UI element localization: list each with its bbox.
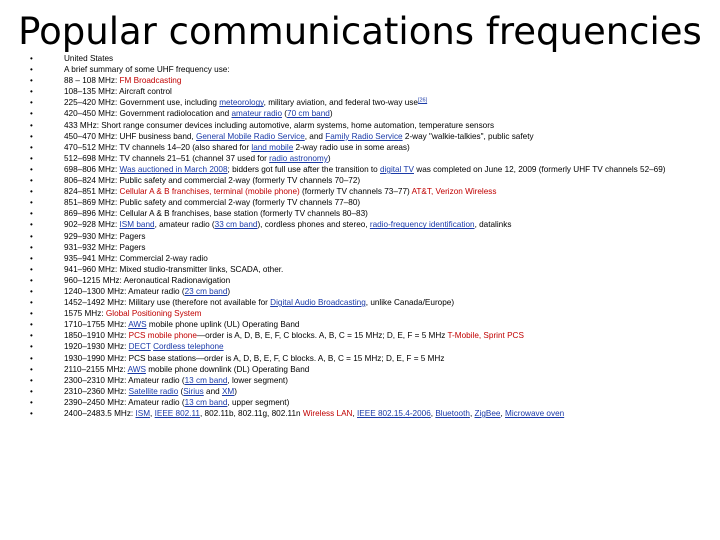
item-text: ) [227,286,231,296]
wiki-link[interactable]: 13 cm band [184,375,228,385]
item-text: 2110–2155 MHz: [64,364,128,374]
bullet-icon: • [30,220,33,230]
list-item [30,208,715,219]
wiki-link[interactable]: digital TV [380,164,414,174]
item-text: 512–698 MHz: TV channels 21–51 (channel 37 used for [64,153,270,163]
item-text: 931–932 MHz: Pagers [64,242,146,252]
item-text: , military aviation, and federal two-way use [263,98,418,108]
list-item [30,53,715,64]
item-text: 824–851 MHz: [64,187,120,197]
list-item [30,219,715,230]
bullet-icon: • [30,109,33,119]
item-text: 225–420 MHz: Government use, including [64,98,220,108]
item-text: , [352,409,358,418]
item-text: , upper segment) [227,397,290,407]
item-text: , [469,409,475,418]
bullet-icon: • [30,54,33,63]
wiki-link[interactable]: radio astronomy [269,153,328,163]
highlighted-text: AT&T, Verizon Wireless [411,187,497,197]
bullet-icon: • [30,375,33,385]
wiki-link[interactable]: radio-frequency identification [369,220,475,230]
item-text: 1850–1910 MHz: [64,331,129,341]
item-text: (formerly TV channels 73–77) [299,187,412,197]
item-text: ) [234,386,237,396]
bullet-icon: • [30,87,33,97]
item-text: ), cordless phones and stereo, [257,220,370,230]
list-item [30,375,715,386]
wiki-link[interactable]: 70 cm band [287,109,330,119]
wiki-link[interactable]: 13 cm band [184,397,228,407]
page-title: Popular communications frequencies [18,10,702,53]
list-item [30,308,715,319]
wiki-link[interactable]: ZigBee [474,409,501,418]
bullet-icon: • [30,164,33,174]
frequency-list [30,53,715,419]
list-item [30,353,715,364]
wiki-link[interactable]: Family Radio Service [325,131,403,141]
list-item [30,75,715,86]
list-item [30,186,715,197]
item-text: 420–450 MHz: Government radiolocation and [64,109,232,119]
item-text: United States [64,54,114,63]
list-item [30,86,715,97]
item-text: 1575 MHz: [64,309,106,319]
bullet-icon: • [30,275,33,285]
list-item [30,275,715,286]
item-text: 1710–1755 MHz: [64,320,129,330]
list-item [30,397,715,408]
item-text: 88 – 108 MHz: [64,76,120,86]
list-item [30,386,715,397]
highlighted-text: FM Broadcasting [119,76,182,86]
wiki-link[interactable]: Satellite radio [128,386,179,396]
list-item [30,108,715,119]
highlighted-text: T-Mobile, Sprint PCS [447,331,524,341]
wiki-link[interactable]: AWS [128,320,147,330]
bullet-icon: • [30,176,33,186]
item-text: 806–824 MHz: Public safety and commercial 2-way (formerly TV channels 70–72) [64,176,361,186]
item-text: and [203,386,222,396]
wiki-link[interactable]: DECT [128,342,151,352]
item-text: mobile phone uplink (UL) Operating Band [146,320,300,330]
item-text: 1240–1300 MHz: Amateur radio ( [64,286,185,296]
item-text: 1930–1990 MHz: PCS base stations—order is A, D, B, E, F, C blocks. A, B, C = 15 MHz; D, E, F = 5 MHz [64,353,445,363]
list-item [30,64,715,75]
highlighted-text: PCS mobile phone [128,331,197,341]
list-item [30,319,715,330]
item-text: 470–512 MHz: TV channels 14–20 (also shared for [64,142,252,152]
highlighted-text: Global Positioning System [105,309,202,319]
bullet-icon: • [30,331,33,341]
list-item [30,197,715,208]
list-item [30,97,715,108]
item-text: , [430,409,436,418]
bullet-icon: • [30,364,33,374]
wiki-link[interactable]: XM [221,386,235,396]
wiki-link[interactable]: 23 cm band [184,286,228,296]
list-item [30,286,715,297]
list-item [30,253,715,264]
item-text: 698–806 MHz: [64,164,120,174]
bullet-icon: • [30,198,33,208]
bullet-icon: • [30,242,33,252]
item-text: ( [282,109,288,119]
item-text: 2300–2310 MHz: Amateur radio ( [64,375,185,385]
wiki-link[interactable]: ISM [135,409,151,418]
wiki-link[interactable]: Sirius [183,386,204,396]
bullet-icon: • [30,264,33,274]
item-text: 960–1215 MHz: Aeronautical Radionavigation [64,275,231,285]
wiki-link[interactable]: amateur radio [231,109,283,119]
bullet-icon: • [30,131,33,141]
highlighted-text: Cellular A & B franchises, terminal (mobile phone) [119,187,300,197]
bullet-icon: • [30,286,33,296]
bullet-icon: • [30,231,33,241]
list-item [30,364,715,375]
item-text: , [150,409,155,418]
bullet-icon: • [30,153,33,163]
item-text: 2-way "walkie-talkies", public safety [402,131,534,141]
wiki-link[interactable]: General Mobile Radio Service [195,131,305,141]
item-text: 2-way radio use in some areas) [293,142,410,152]
wiki-link[interactable]: IEEE 802.15.4-2006 [357,409,431,418]
item-text: 941–960 MHz: Mixed studio-transmitter links, SCADA, other. [64,264,284,274]
item-text: 902–928 MHz: [64,220,120,230]
list-item [30,408,715,419]
wiki-link[interactable]: IEEE 802.11 [154,409,200,418]
item-text: , 802.11b, 802.11g, 802.11n [199,409,303,418]
list-item [30,330,715,341]
item-text: , datalinks [474,220,512,230]
item-text: 2390–2450 MHz: Amateur radio ( [64,397,185,407]
list-item [30,242,715,253]
item-text: , [500,409,506,418]
list-item [30,131,715,142]
item-text: 1920–1930 MHz: [64,342,129,352]
bullet-icon: • [30,142,33,152]
bullet-icon: • [30,76,33,86]
list-item [30,264,715,275]
wiki-link[interactable]: Was auctioned in March 2008 [119,164,228,174]
list-item [30,153,715,164]
item-text: , lower segment) [227,375,288,385]
bullet-icon: • [30,353,33,363]
wiki-link[interactable]: Bluetooth [435,409,470,418]
item-text: 108–135 MHz: Aircraft control [64,87,172,97]
wiki-link[interactable]: Microwave oven [505,409,565,418]
item-text: was completed on June 12, 2009 (formerly UHF TV channels 52–69) [414,164,666,174]
citation-link[interactable]: [26] [417,97,428,104]
item-text: ; bidders got full use after the transition to [227,164,381,174]
item-text: , and [304,131,326,141]
bullet-icon: • [30,409,33,418]
list-item [30,297,715,308]
bullet-icon: • [30,187,33,197]
item-text: A brief summary of some UHF frequency use: [64,65,230,75]
wiki-link[interactable]: land mobile [251,142,294,152]
item-text: 450–470 MHz: UHF business band, [64,131,196,141]
wiki-link[interactable]: meteorology [219,98,264,108]
list-item [30,120,715,131]
list-item [30,175,715,186]
item-text: 433 MHz: Short range consumer devices including automotive, alarm systems, home automation, temperature sensors [64,120,495,130]
item-text: 2310–2360 MHz: [64,386,129,396]
item-text: 869–896 MHz: Cellular A & B franchises, base station (formerly TV channels 80–83) [64,209,368,219]
item-text: 935–941 MHz: Commercial 2-way radio [64,253,208,263]
wiki-link[interactable]: Digital Audio Broadcasting [270,298,366,308]
item-text: 929–930 MHz: Pagers [64,231,146,241]
item-text: ) [329,109,333,119]
item-text: 1452–1492 MHz: Military use (therefore not available for [64,298,271,308]
list-item [30,341,715,352]
item-text: —order is A, D, B, E, F, C blocks. A, B, C = 15 MHz; D, E, F = 5 MHz [196,331,448,341]
bullet-icon: • [30,253,33,263]
wiki-link[interactable]: ISM band [119,220,155,230]
item-text: 851–869 MHz: Public safety and commercial 2-way (formerly TV channels 77–80) [64,198,361,208]
highlighted-text: Wireless LAN [302,409,353,418]
bullet-icon: • [30,98,33,108]
item-text: , amateur radio ( [154,220,215,230]
wiki-link[interactable]: 33 cm band [214,220,258,230]
bullet-icon: • [30,320,33,330]
bullet-icon: • [30,65,33,75]
bullet-icon: • [30,386,33,396]
bullet-icon: • [30,298,33,308]
bullet-icon: • [30,309,33,319]
list-item [30,164,684,175]
wiki-link[interactable]: AWS [127,364,146,374]
wiki-link[interactable]: Cordless telephone [153,342,224,352]
item-text: ) [327,153,331,163]
bullet-icon: • [30,209,33,219]
list-item [30,231,715,242]
item-text: 2400–2483.5 MHz: [64,409,136,418]
item-text: , unlike Canada/Europe) [365,298,455,308]
item-text: ( [178,386,184,396]
bullet-icon: • [30,397,33,407]
bullet-icon: • [30,120,33,130]
item-text: mobile phone downlink (DL) Operating Band [145,364,310,374]
list-item [30,142,715,153]
bullet-icon: • [30,342,33,352]
